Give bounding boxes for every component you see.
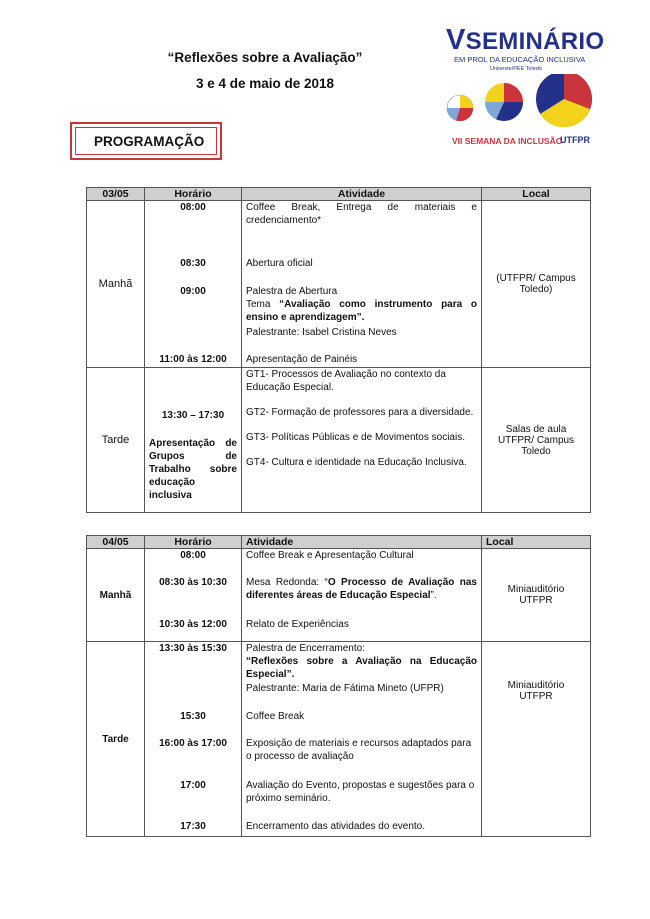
col-date: 03/05 [87, 188, 145, 201]
seminar-logo [444, 24, 614, 154]
atividade-cell: GT1- Processos de Avaliação no contexto da Educação Especial. GT2- Formação de professores para a diversidade. GT3- Políticas Públicas e de Movimentos sociais. GT4- Cultura e identidade na Educação Inclusiva. [242, 368, 482, 513]
horario-cell: 08:00 08:30 às 10:30 10:30 às 12:00 [145, 549, 242, 642]
logo-utfpr: UTFPR [560, 135, 590, 145]
programacao-label: PROGRAMAÇÃO [75, 127, 217, 155]
col-local: Local [482, 536, 591, 549]
horario-cell: 13:30 – 17:30 Apresentação de Grupos de Trabalho sobre educação inclusiva [145, 368, 242, 513]
period-manha: Manhã [87, 549, 145, 642]
schedule-table-day2 [86, 535, 591, 837]
col-local: Local [482, 188, 591, 201]
col-atividade: Atividade [242, 536, 482, 549]
local-cell: (UTFPR/ Campus Toledo) [482, 201, 591, 368]
col-horario: Horário [145, 536, 242, 549]
col-horario: Horário [145, 188, 242, 201]
local-cell: Salas de aula UTFPR/ Campus Toledo [482, 368, 591, 513]
local-cell: Miniauditório UTFPR [482, 642, 591, 837]
event-dates: 3 e 4 de maio de 2018 [195, 76, 335, 91]
period-tarde: Tarde [87, 642, 145, 837]
atividade-cell: Palestra de Encerramento: “Reflexões sobre a Avaliação na Educação Especial”. Palestrante: Maria de Fátima Mineto (UFPR) Coffee Break Exposição de materiais e recursos adaptados para o processo de avaliação Avaliação do Evento, propostas e sugestões para o próximo seminário. Encerramento das atividades do evento. [242, 642, 482, 837]
horario-cell: 13:30 às 15:30 15:30 16:00 às 17:00 17:00 17:30 [145, 642, 242, 837]
pie-logo-icon [444, 74, 614, 136]
logo-title: VSEMINÁRIO [446, 24, 605, 56]
schedule-table-day1 [86, 187, 591, 513]
period-manha: Manhã [87, 201, 145, 368]
col-atividade: Atividade [242, 188, 482, 201]
atividade-cell: Coffee Break, Entrega de materiais e credenciamento* Abertura oficial Palestra de Abertura Tema “Avaliação como instrumento para o ensino e aprendizagem”. Palestrante: Isabel Cristina Neves Apresentação de Painéis [242, 201, 482, 368]
logo-org: Unioeste/PEE Toledo [490, 66, 542, 72]
event-title: “Reflexões sobre a Avaliação” [167, 50, 363, 65]
logo-semana: VII SEMANA DA INCLUSÃO [452, 136, 563, 146]
atividade-cell: Coffee Break e Apresentação Cultural Mesa Redonda: “O Processo de Avaliação nas diferentes áreas de Educação Especial”. Relato de Experiências [242, 549, 482, 642]
table-row [87, 642, 591, 837]
period-tarde: Tarde [87, 368, 145, 513]
col-date: 04/05 [87, 536, 145, 549]
table-row [87, 549, 591, 642]
table-row [87, 368, 591, 513]
horario-cell: 08:00 08:30 09:00 11:00 às 12:00 [145, 201, 242, 368]
programacao-box [70, 122, 222, 160]
logo-subtitle: EM PROL DA EDUCAÇÃO INCLUSIVA [454, 55, 586, 64]
table-row [87, 201, 591, 368]
local-cell: Miniauditório UTFPR [482, 549, 591, 642]
